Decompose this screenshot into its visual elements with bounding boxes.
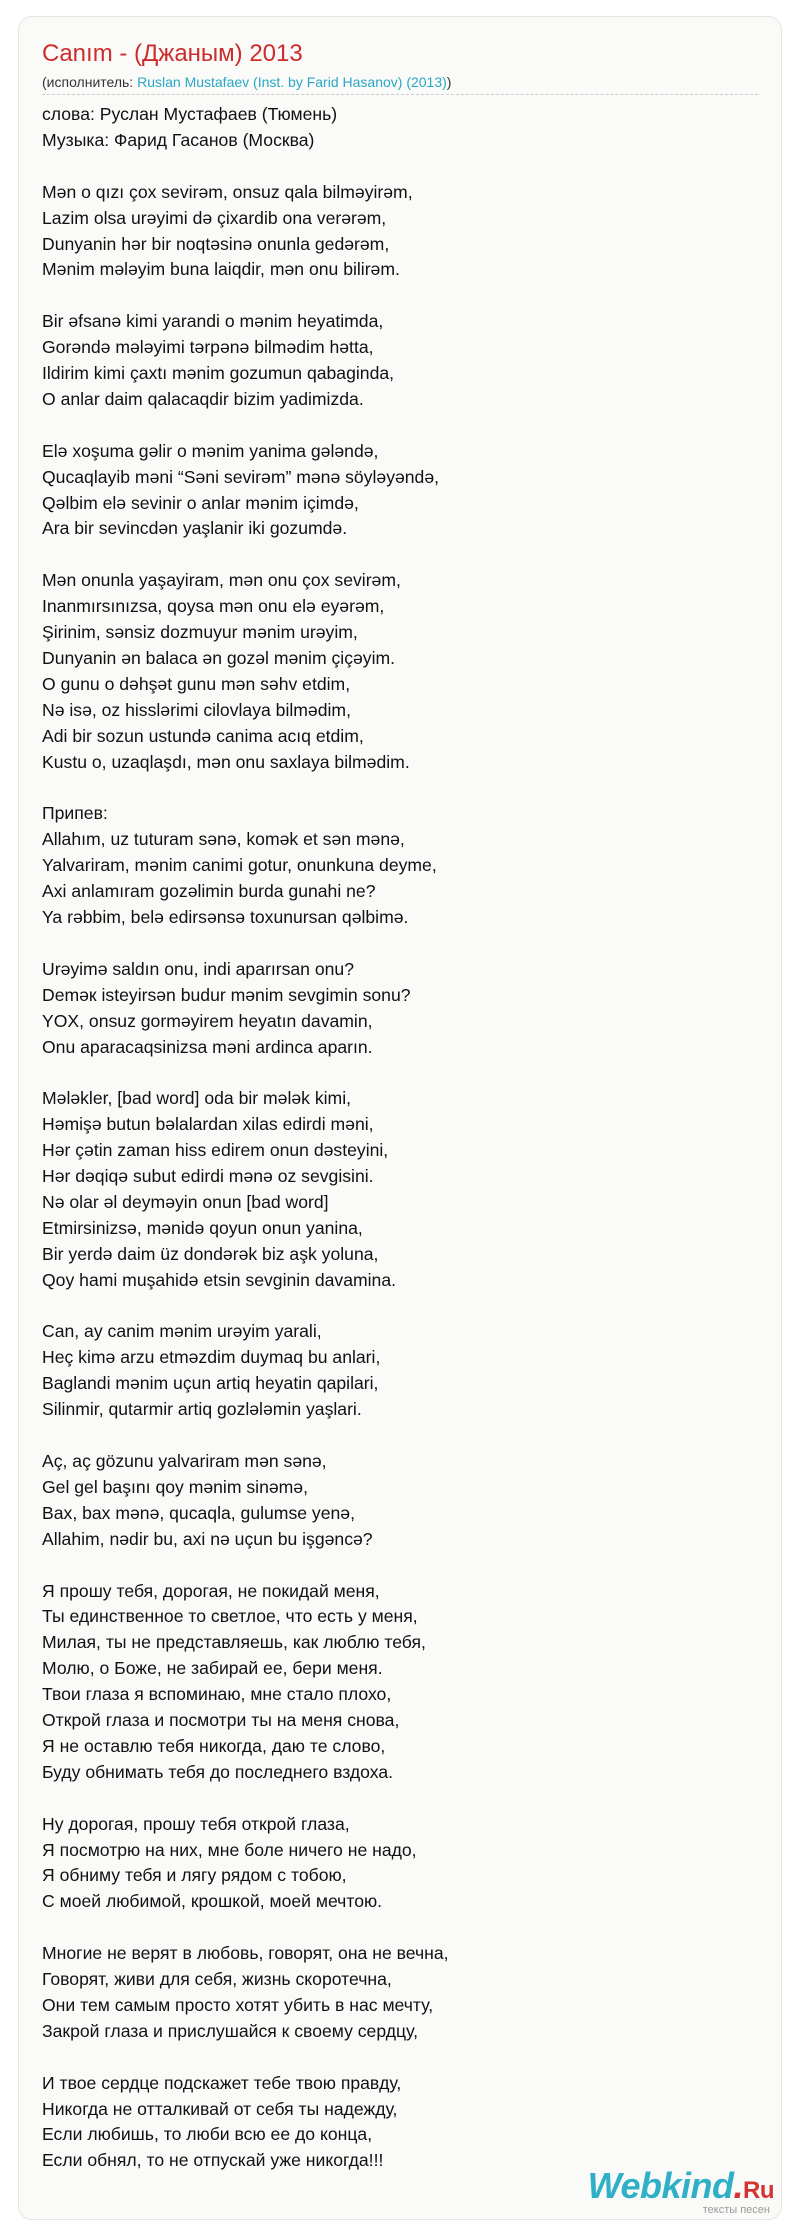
lyrics-line: Elə xoşuma gəlir o mənim yanima gələndə, [42,440,379,461]
lyrics-stanza [42,1579,762,1786]
lyrics-stanza [42,801,762,931]
lyrics-line: Я посмотрю на них, мне боле ничего не надо, [42,1839,417,1860]
lyrics-line: Многие не верят в любовь, говорят, она не вечна, [42,1943,449,1964]
lyrics-line: Mən onunla yaşayiram, mən onu çox sevirəm, [42,570,401,591]
lyrics-line: Никогда не отталкивай от себя ты надежду, [42,2098,398,2119]
lyrics-line: Qəlbim elə sevinir o anlar mənim içimdə, [42,492,359,513]
lyrics-line: Mələkler, [bad word] oda bir mələk kimi, [42,1088,351,1109]
lyrics-line: слова: Руслан Мустафаев (Тюмень) [42,104,338,124]
lyrics-stanza [42,180,762,284]
lyrics-stanza [42,1941,762,2045]
header-divider [42,94,758,95]
lyrics-line: Yalvariram, mənim canimi gotur, onunkuna deyme, [42,855,437,876]
lyrics-line: O anlar daim qalacaqdir bizim yadimizda. [42,388,364,409]
lyrics-line: Молю, о Боже, не забирай ее, бери меня. [42,1658,383,1679]
lyrics-line: Музыка: Фарид Гасанов (Москва) [42,129,315,150]
lyrics-line: Dunyanin hər bir noqtəsinə onunla gedərəm, [42,233,390,254]
lyrics-line: Nə isə, oz hisslərimi cilovlaya bilmədim, [42,699,351,720]
lyrics-stanza [42,309,762,413]
lyrics-line: Припев: [42,803,108,824]
lyrics-line: Буду обнимать тебя до последнего вздоха. [42,1761,394,1782]
lyrics-line: Bir əfsanə kimi yarandi o mənim heyatimda, [42,311,384,332]
lyrics-line: Axi anlamıram gozəlimin burda gunahi ne? [42,881,376,902]
lyrics-line: Urəyimə saldın onu, indi aparırsan onu? [42,958,354,979]
site-logo[interactable] [587,2165,774,2216]
lyrics-line: Bir yerdə daim üz dondərək biz aşk yoluna, [42,1243,379,1264]
logo-dot: . [733,2165,743,2206]
lyrics-line: Говорят, живи для себя, жизнь скоротечна, [42,1969,392,1990]
lyrics-line: Şirinim, sənsiz dozmuyur mənim urəyim, [42,622,358,643]
lyrics-line: Can, ay canim mənim urəyim yarali, [42,1321,322,1342]
lyrics-line: Lazim olsa urəyimi də çixardib ona verərəm, [42,207,387,228]
lyrics-stanza [42,568,762,775]
lyrics-line: Dunyanin ən balaca ən gozəl mənim çiçəyim. [42,647,396,668]
lyrics-line: Mənim mələyim buna laiqdir, mən onu bilirəm. [42,259,400,280]
lyrics-line: Onu aparacaqsinizsa məni ardinca aparın. [42,1036,373,1057]
lyrics-line: Ну дорогая, прошу тебя открой глаза, [42,1813,350,1834]
lyrics-line: Qoy hami muşahidə etsin sevginin davamina. [42,1269,397,1290]
lyrics-line: Ara bir sevincdən yaşlanir iki gozumdə. [42,518,348,539]
lyrics-line: Deməк isteyirsən budur mənim sevgimin sonu? [42,984,411,1005]
lyrics-line: Aç, aç gözunu yalvariram mən sənə, [42,1450,327,1471]
lyrics-line: Ildirim kimi çaxtı mənim gozumun qabaginda, [42,363,395,384]
lyrics-body [42,102,762,2200]
lyrics-line: Милая, ты не представляешь, как люблю тебя, [42,1632,426,1653]
lyrics-line: Allahım, uz tuturam sənə, komək et sən mənə, [42,829,405,850]
lyrics-stanza [42,1812,762,1916]
lyrics-line: Mən o qızı çox sevirəm, onsuz qala bilməyirəm, [42,181,413,202]
artist-prefix: (исполнитель: [42,74,138,90]
lyrics-stanza [42,102,762,154]
lyrics-line: Я обниму тебя и лягу рядом с тобою, [42,1865,347,1886]
lyrics-line: Bax, bax mənə, qucaqla, gulumse yenə, [42,1502,355,1523]
lyrics-line: Kustu o, uzaqlaşdı, mən onu saxlaya bilmədim. [42,751,410,772]
lyrics-line: Inanmırsınızsa, qoysa mən onu elə eyərəm, [42,596,385,617]
logo-tld: Ru [743,2177,774,2204]
lyrics-line: С моей любимой, крошкой, моей мечтою. [42,1891,383,1912]
song-title: Canım - (Джаным) 2013 [42,40,303,67]
lyrics-line: Hər dəqiqə subut edirdi mənə oz sevgisini. [42,1166,374,1187]
lyrics-line: O gunu o dəhşət gunu mən səhv etdim, [42,673,351,694]
lyrics-line: Həmişə butun bəlalardan xilas edirdi məni, [42,1114,374,1135]
lyrics-line: Etmirsinizsə, mənidə qoyun onun yanina, [42,1217,363,1238]
lyrics-stanza [42,439,762,543]
lyrics-line: Nə olar əl deyməyin onun [bad word] [42,1191,329,1212]
lyrics-line: Если любишь, то люби всю ее до конца, [42,2124,373,2145]
artist-suffix: ) [446,74,452,90]
lyrics-stanza [42,1449,762,1553]
lyrics-line: И твое сердце подскажет тебе твою правду, [42,2072,402,2093]
lyrics-line: Allahim, nədir bu, axi nə uçun bu işgəncə? [42,1528,373,1549]
lyrics-stanza [42,2071,762,2175]
lyrics-line: Закрой глаза и прислушайся к своему сердцу, [42,2020,418,2041]
lyrics-line: Ты единственное то светлое, что есть у меня, [42,1606,418,1627]
logo-tagline: тексты песен [702,2204,770,2216]
lyrics-line: Я прошу тебя, дорогая, не покидай меня, [42,1580,380,1601]
lyrics-line: Gel gel başını qoy mənim sinəmə, [42,1476,308,1497]
lyrics-line: Твои глаза я вспоминаю, мне стало плохо, [42,1684,392,1705]
lyrics-line: Если обнял, то не отпускай уже никогда!!! [42,2150,384,2171]
artist-line [42,74,451,90]
logo-name: Webkind [587,2165,734,2206]
lyrics-line: Ya rəbbim, belə edirsənsə toxunursan qəlbimə. [42,907,409,928]
lyrics-line: Qucaqlayib məni “Səni sevirəm” mənə söyləyəndə, [42,466,440,487]
lyrics-line: Я не оставлю тебя никогда, даю те слово, [42,1735,386,1756]
lyrics-line: Gorəndə mələyimi tərpənə bilmədim hətta, [42,337,374,358]
lyrics-line: Adi bir sozun ustundə canima acıq etdim, [42,725,364,746]
lyrics-line: Silinmir, qutarmir artiq gozlələmin yaşlari. [42,1399,362,1420]
lyrics-stanza [42,957,762,1061]
artist-link[interactable]: Ruslan Mustafaev (Inst. by Farid Hasanov) (2013) [137,74,447,90]
lyrics-line: Baglandi mənim uçun artiq heyatin qapilari, [42,1373,379,1394]
lyrics-line: YOX, onsuz gorməyirem heyatın davamin, [42,1010,373,1031]
lyrics-stanza [42,1086,762,1293]
lyrics-line: Открой глаза и посмотри ты на меня снова, [42,1710,400,1731]
lyrics-stanza [42,1319,762,1423]
lyrics-line: Heç kimə arzu etməzdim duymaq bu anlari, [42,1347,381,1368]
logo-wordmark [587,2165,774,2206]
lyrics-line: Hər çətin zaman hiss edirem onun dəsteyini, [42,1140,389,1161]
lyrics-line: Они тем самым просто хотят убить в нас мечту, [42,1994,434,2015]
